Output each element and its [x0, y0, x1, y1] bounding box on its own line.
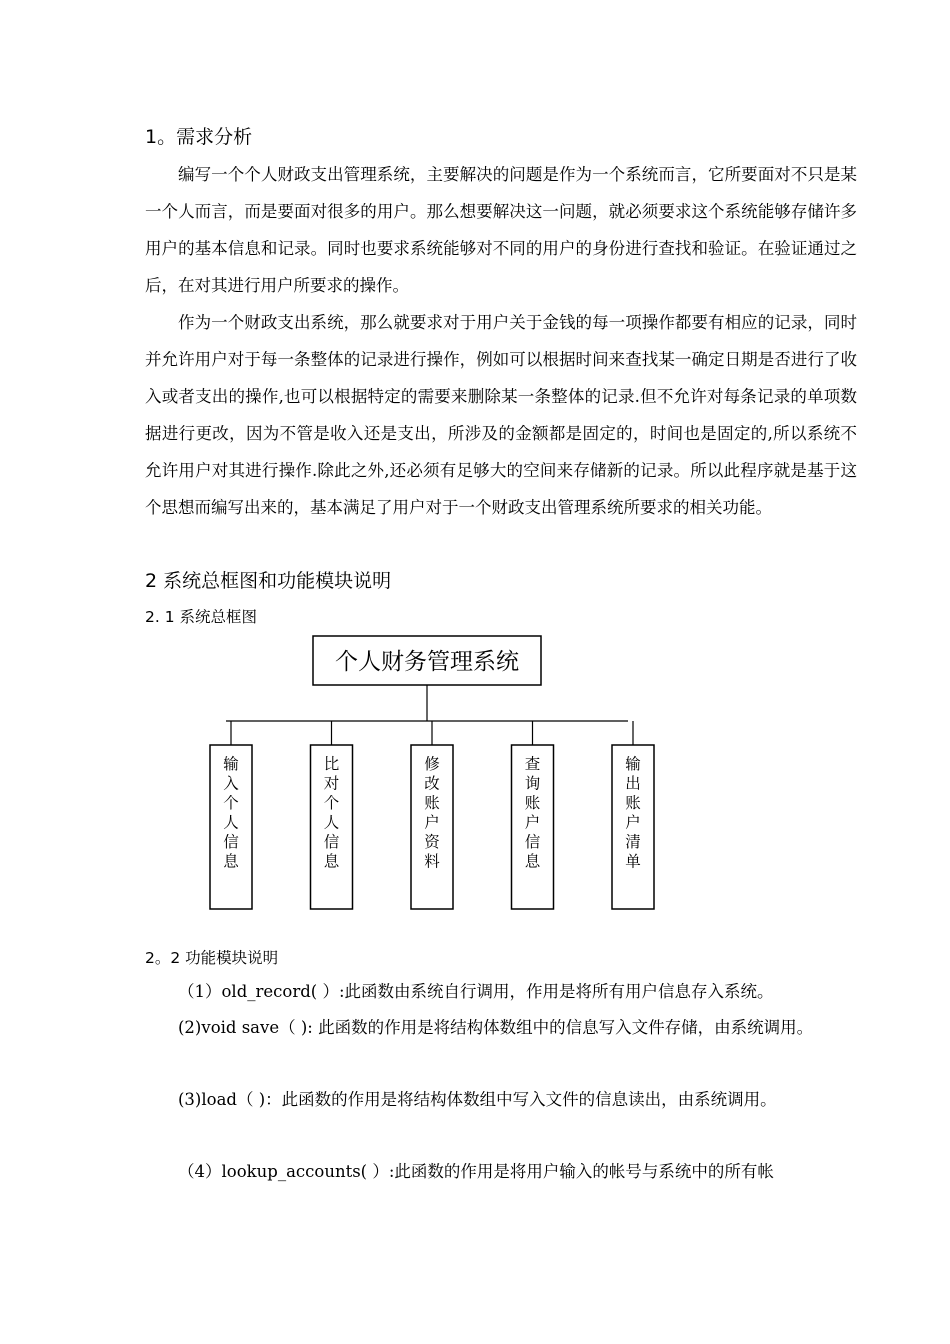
child-box-label-4: 查询账户信息 [524, 755, 541, 871]
module-item-2 [145, 1009, 857, 1046]
section-1-heading: 1。需求分析 [145, 126, 253, 148]
child-boxes [210, 721, 654, 909]
module-item-2-text: (2)void save（ ): 此函数的作用是将结构体数组中的信息写入文件存储，由系统调用。 [178, 1018, 814, 1037]
module-item-3 [145, 1081, 857, 1118]
section-2-2-heading: 2。2 功能模块说明 [145, 949, 279, 967]
section-2-1-heading: 2. 1 系统总框图 [145, 608, 258, 626]
module-item-1 [145, 973, 857, 1010]
child-box-label-3: 修改账户资料 [424, 755, 440, 871]
section-1-paragraph-1-text: 编写一个个人财政支出管理系统，主要解决的问题是作为一个系统而言，它所要面对不只是某一个人而言，而是要面对很多的用户。那么想要解决这一问题，就必须要求这个系统能够存储许多用户的基本信息和记录。同时也要求系统能够对不同的用户的身份进行查找和验证。在验证通过之后，在对其进行用户所要求的操作。 [145, 165, 857, 295]
module-item-4 [145, 1153, 857, 1190]
root-box-label: 个人财务管理系统 [335, 649, 519, 675]
module-item-4-text: （4）lookup_accounts( ）:此函数的作用是将用户输入的帐号与系统中的所有帐 [178, 1162, 774, 1181]
child-box-label-5: 输出账户清单 [625, 755, 641, 871]
child-box-label-1: 输入个人信息 [223, 755, 239, 871]
child-box-label-2: 比对个人信息 [323, 755, 340, 871]
module-item-3-text: (3)load（ )：此函数的作用是将结构体数组中写入文件的信息读出，由系统调用。 [178, 1090, 777, 1109]
section-2-heading: 2 系统总框图和功能模块说明 [145, 570, 392, 592]
section-1-paragraph-2-text: 作为一个财政支出系统，那么就要求对于用户关于金钱的每一项操作都要有相应的记录，同时并允许用户对于每一条整体的记录进行操作，例如可以根据时间来查找某一确定日期是否进行了收入或者支出的操作,也可以根据特定的需要来删除某一条整体的记录.但不允许对每条记录的单项数据进行更改，因为不管是收入还是支出，所涉及的金额都是固定的，时间也是固定的,所以系统不允许用户对其进行操作.除此之外,还必须有足够大的空间来存储新的记录。所以此程序就是基于这个思想而编写出来的，基本满足了用户对于一个财政支出管理系统所要求的相关功能。 [145, 313, 857, 517]
module-item-1-text: （1）old_record( ）:此函数由系统自行调用，作用是将所有用户信息存入系统。 [178, 982, 774, 1001]
